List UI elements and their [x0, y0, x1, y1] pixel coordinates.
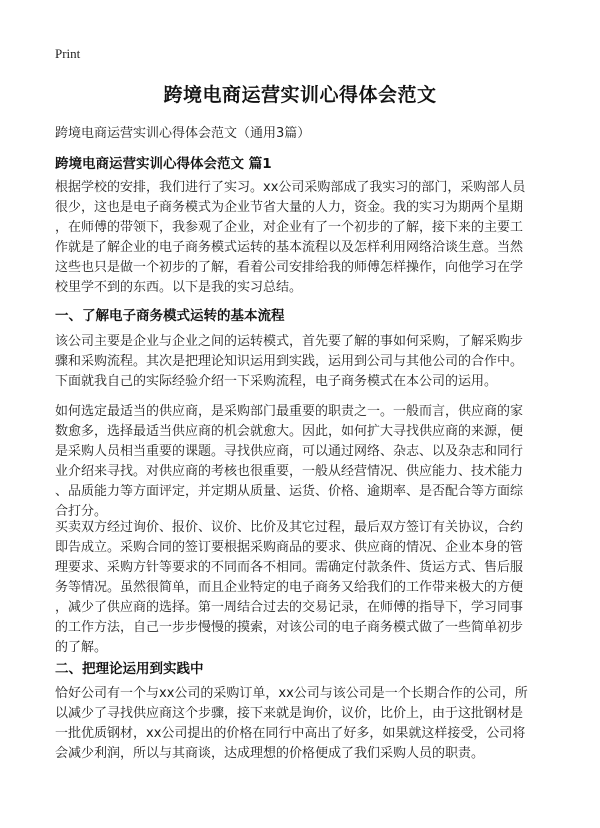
- article-heading: 跨境电商运营实训心得体会范文 篇1: [55, 156, 272, 172]
- document-title: 跨境电商运营实训心得体会范文: [163, 84, 437, 106]
- paragraph-practice: 恰好公司有一个与xx公司的采购订单，xx公司与该公司是一个长期合作的公司，所 以减少了寻找供应商这个步骤，接下来就是询价，议价，比价上，由于这批钢材是 一批优质钢材，xx公司提出的价格在同行中高出了好多，如果就这样接受，公司将 会减少利润，所以与其商谈，达成理想的价格便成了我们采购人员的职责。: [55, 686, 528, 761]
- paragraph-contract: 买卖双方经过询价、报价、议价、比价及其它过程，最后双方签订有关协议，合约 即告成立。采购合同的签订要根据采购商品的要求、供应商的情况、企业本身的管 理要求、采购方针等要求的不同而各不相同。需确定付款条件、货运方式、售后服 务等情况。虽然很简单，而且企业特定的电子商务又给我们的工作带来极大的方便 ，减少了供应商的选择。第一周结合过去的交易记录，在师傅的指导下，学习同事 的工作方法，自己一步步慢慢的摸索，对该公司的电子商务模式做了一些简单初步 的了解。: [55, 520, 524, 655]
- print-label[interactable]: Print: [55, 46, 81, 61]
- section-heading-1: 一、了解电子商务模式运转的基本流程: [55, 308, 285, 324]
- paragraph-intro: 根据学校的安排，我们进行了实习。xx公司采购部成了我实习的部门，采购部人员 很少，这也是电子商务模式为企业节省大量的人力，资金。我的实习为期两个星期 ，在师傅的带领下，我参观了企业，对企业有了一个初步的了解，接下来的主要工 作就是了解企业的电子商务模式运转的基本流程以及怎样利用网络洽谈生意。当然 这些也只是做一个初步的了解，看着公司安排给我的师傅怎样操作，向他学习在学 校里学不到的东西。以下是我的实习总结。: [55, 180, 526, 295]
- paragraph-supplier: 如何选定最适当的供应商，是采购部门最重要的职责之一。一般而言，供应商的家 数愈多，选择最适当供应商的机会就愈大。因此，如何扩大寻找供应商的来源，便 是采购人员相当重要的课题。寻找供应商，可以通过网络、杂志、以及杂志和同行 业介绍来寻找。对供应商的考核也很重要，一般从经营情况、供应能力、技术能力 、品质能力等方面评定，并定期从质量、运货、价格、逾期率、是否配合等方面综 合打分。: [55, 404, 524, 519]
- document-subtitle: 跨境电商运营实训心得体会范文（通用3篇）: [55, 126, 311, 141]
- paragraph-workflow: 该公司主要是企业与企业之间的运转模式，首先要了解的事如何采购，了解采购步 骤和采购流程。其次是把理论知识运用到实践，运用到公司与其他公司的合作中。 下面就我自己的实际经验介绍一下采购流程，电子商务模式在本公司的运用。: [55, 334, 524, 389]
- section-heading-2: 二、把理论运用到实践中: [55, 661, 204, 677]
